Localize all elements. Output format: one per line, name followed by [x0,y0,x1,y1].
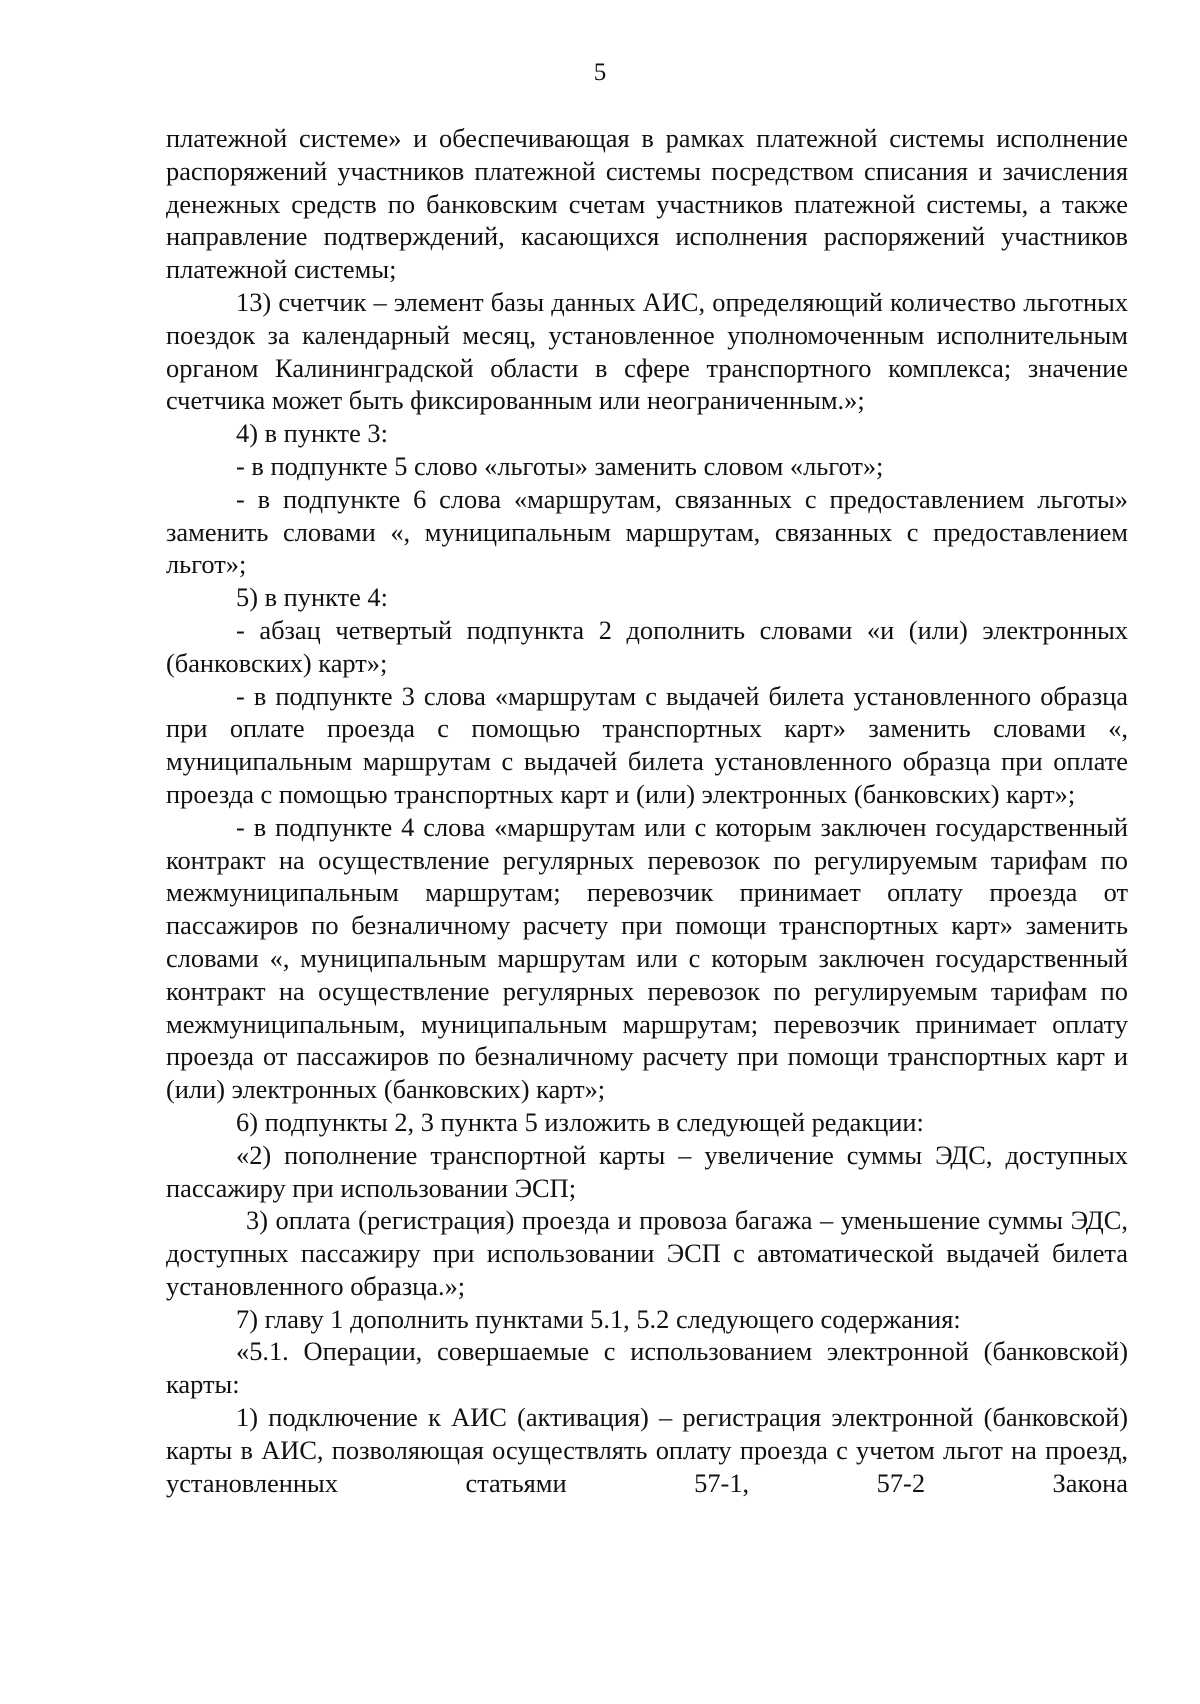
paragraph-6: 5) в пункте 4: [236,582,388,613]
paragraph-7: - абзац четвертый подпункта 2 дополнить словами «и (или) электронных (банковских) карт»; [166,614,1128,678]
paragraph-2: 13) счетчик – элемент базы данных АИС, определяющий количество льготных поездок за календарный месяц, установленное уполномоченным исполнительным органом Калининградской области в сфере транспортного комплекса; значение счетчика может быть фиксированным или неограниченным.»; [166,286,1128,416]
page-number: 5 [593,59,607,86]
paragraph-9: - в подпункте 4 слова «маршрутам или с которым заключен государственный контракт на осуществление регулярных перевозок по регулируемым тарифам по межмуниципальным маршрутам; перевозчик принимает оплату проезда от пассажиров по безналичному расчету при помощи транспортных карт» заменить словами «, муниципальным маршрутам или с которым заключен государственный контракт на осуществление регулярных перевозок по регулируемым тарифам по межмуниципальным, муниципальным маршрутам; перевозчик принимает оплату проезда от пассажиров по безналичному расчету при помощи транспортных карт и (или) электронных (банковских) карт»; [166,811,1128,1105]
paragraph-10: 6) подпункты 2, 3 пункта 5 изложить в следующей редакции: [236,1106,924,1137]
paragraph-8: - в подпункте 3 слова «маршрутам с выдачей билета установленного образца при оплате проезда с помощью транспортных карт» заменить словами «, муниципальным маршрутам с выдачей билета установленного образца при оплате проезда с помощью транспортных карт и (или) электронных (банковских) карт»; [166,680,1128,809]
paragraph-11: «2) пополнение транспортной карты – увеличение суммы ЭДС, доступных пассажиру при использовании ЭСП; [166,1139,1128,1203]
paragraph-14: «5.1. Операции, совершаемые с использованием электронной (банковской) карты: [166,1336,1128,1400]
paragraph-1: платежной системе» и обеспечивающая в рамках платежной системы исполнение распоряжений участников платежной системы посредством списания и зачисления денежных средств по банковским счетам участников платежной системы, а также направление подтверждений, касающихся исполнения распоряжений участников платежной системы; [166,123,1128,285]
paragraph-3: 4) в пункте 3: [236,418,388,449]
paragraph-15: 1) подключение к АИС (активация) – регистрация электронной (банковской) карты в АИС, позволяющая осуществлять оплату проезда с учетом льгот на проезд, установленных статьями 57-1, 57-2 Закона [166,1402,1128,1498]
paragraph-12: 3) оплата (регистрация) проезда и провоза багажа – уменьшение суммы ЭДС, доступных пассажиру при использовании ЭСП с автоматической выдачей билета установленного образца.»; [166,1205,1128,1301]
paragraph-5: - в подпункте 6 слова «маршрутам, связанных с предоставлением льготы» заменить словами «, муниципальным маршрутам, связанных с предоставлением льгот»; [166,483,1128,580]
paragraph-4: - в подпункте 5 слово «льготы» заменить словом «льгот»; [236,450,884,481]
document-body [166,122,1128,1499]
paragraph-13: 7) главу 1 дополнить пунктами 5.1, 5.2 следующего содержания: [236,1303,961,1334]
